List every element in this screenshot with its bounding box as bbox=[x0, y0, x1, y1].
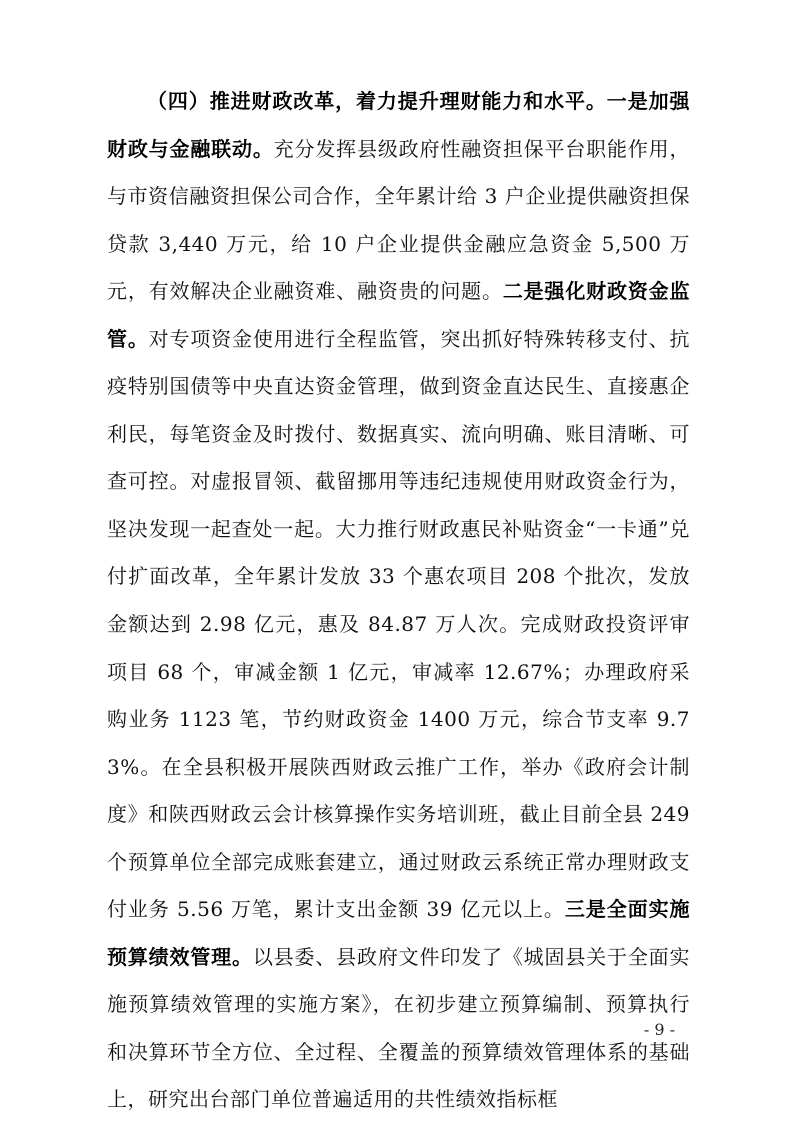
body-paragraph bbox=[107, 78, 690, 1124]
body-text-run: 充分发挥县级政府性融资担保平台职能作用，与市资信融资担保公司合作，全年累计给 3 户企业提供融资担保贷款 3,440 万元，给 10 户企业提供金融应急资金 5,500 万元，有效解决企业融资难、融资贵的问题。 bbox=[107, 136, 691, 304]
subsection-heading: 二是强化财政资金监管。 bbox=[107, 279, 691, 351]
body-text-run: 以县委、县政府文件印发了《城固县关于全面实施预算绩效管理的实施方案》，在初步建立预算编制、预算执行和决算环节全方位、全过程、全覆盖的预算绩效管理体系的基础上，研究出台部门单位普遍适用的共性绩效指标框 bbox=[107, 944, 691, 1112]
section-heading: （四）推进财政改革，着力提升理财能力和水平。一是加强财政与金融联动。 bbox=[107, 89, 690, 161]
body-text-run: 对专项资金使用进行全程监管，突出抓好特殊转移支付、抗疫特别国债等中央直达资金管理，做到资金直达民生、直接惠企利民，每笔资金及时拨付、数据真实、流向明确、账目清晰、可查可控。对虚报冒领、截留挪用等违纪违规使用财政资金行为，坚决发现一起查处一起。大力推行财政惠民补贴资金“一卡通”兑付扩面改革，全年累计发放 33 个惠农项目 208 个批次，发放金额达到 2.98 亿元，惠及 84.87 万人次。完成财政投资评审项目 68 个，审减金额 1 亿元，审减率 12.67%；办理政府采购业务 1123 笔，节约财政资金 1400 万元，综合节支率 9.73%。在全县积极开展陕西财政云推广工作，举办《政府会计制度》和陕西财政云会计核算操作实务培训班，截止目前全县 249 个预算单位全部完成账套建立，通过财政云系统正常办理财政支付业务 5.56 万笔，累计支出金额 39 亿元以上。 bbox=[107, 326, 691, 922]
page-number: - 9 - bbox=[643, 1020, 675, 1039]
subsection-heading: 三是全面实施预算绩效管理。 bbox=[107, 897, 690, 969]
